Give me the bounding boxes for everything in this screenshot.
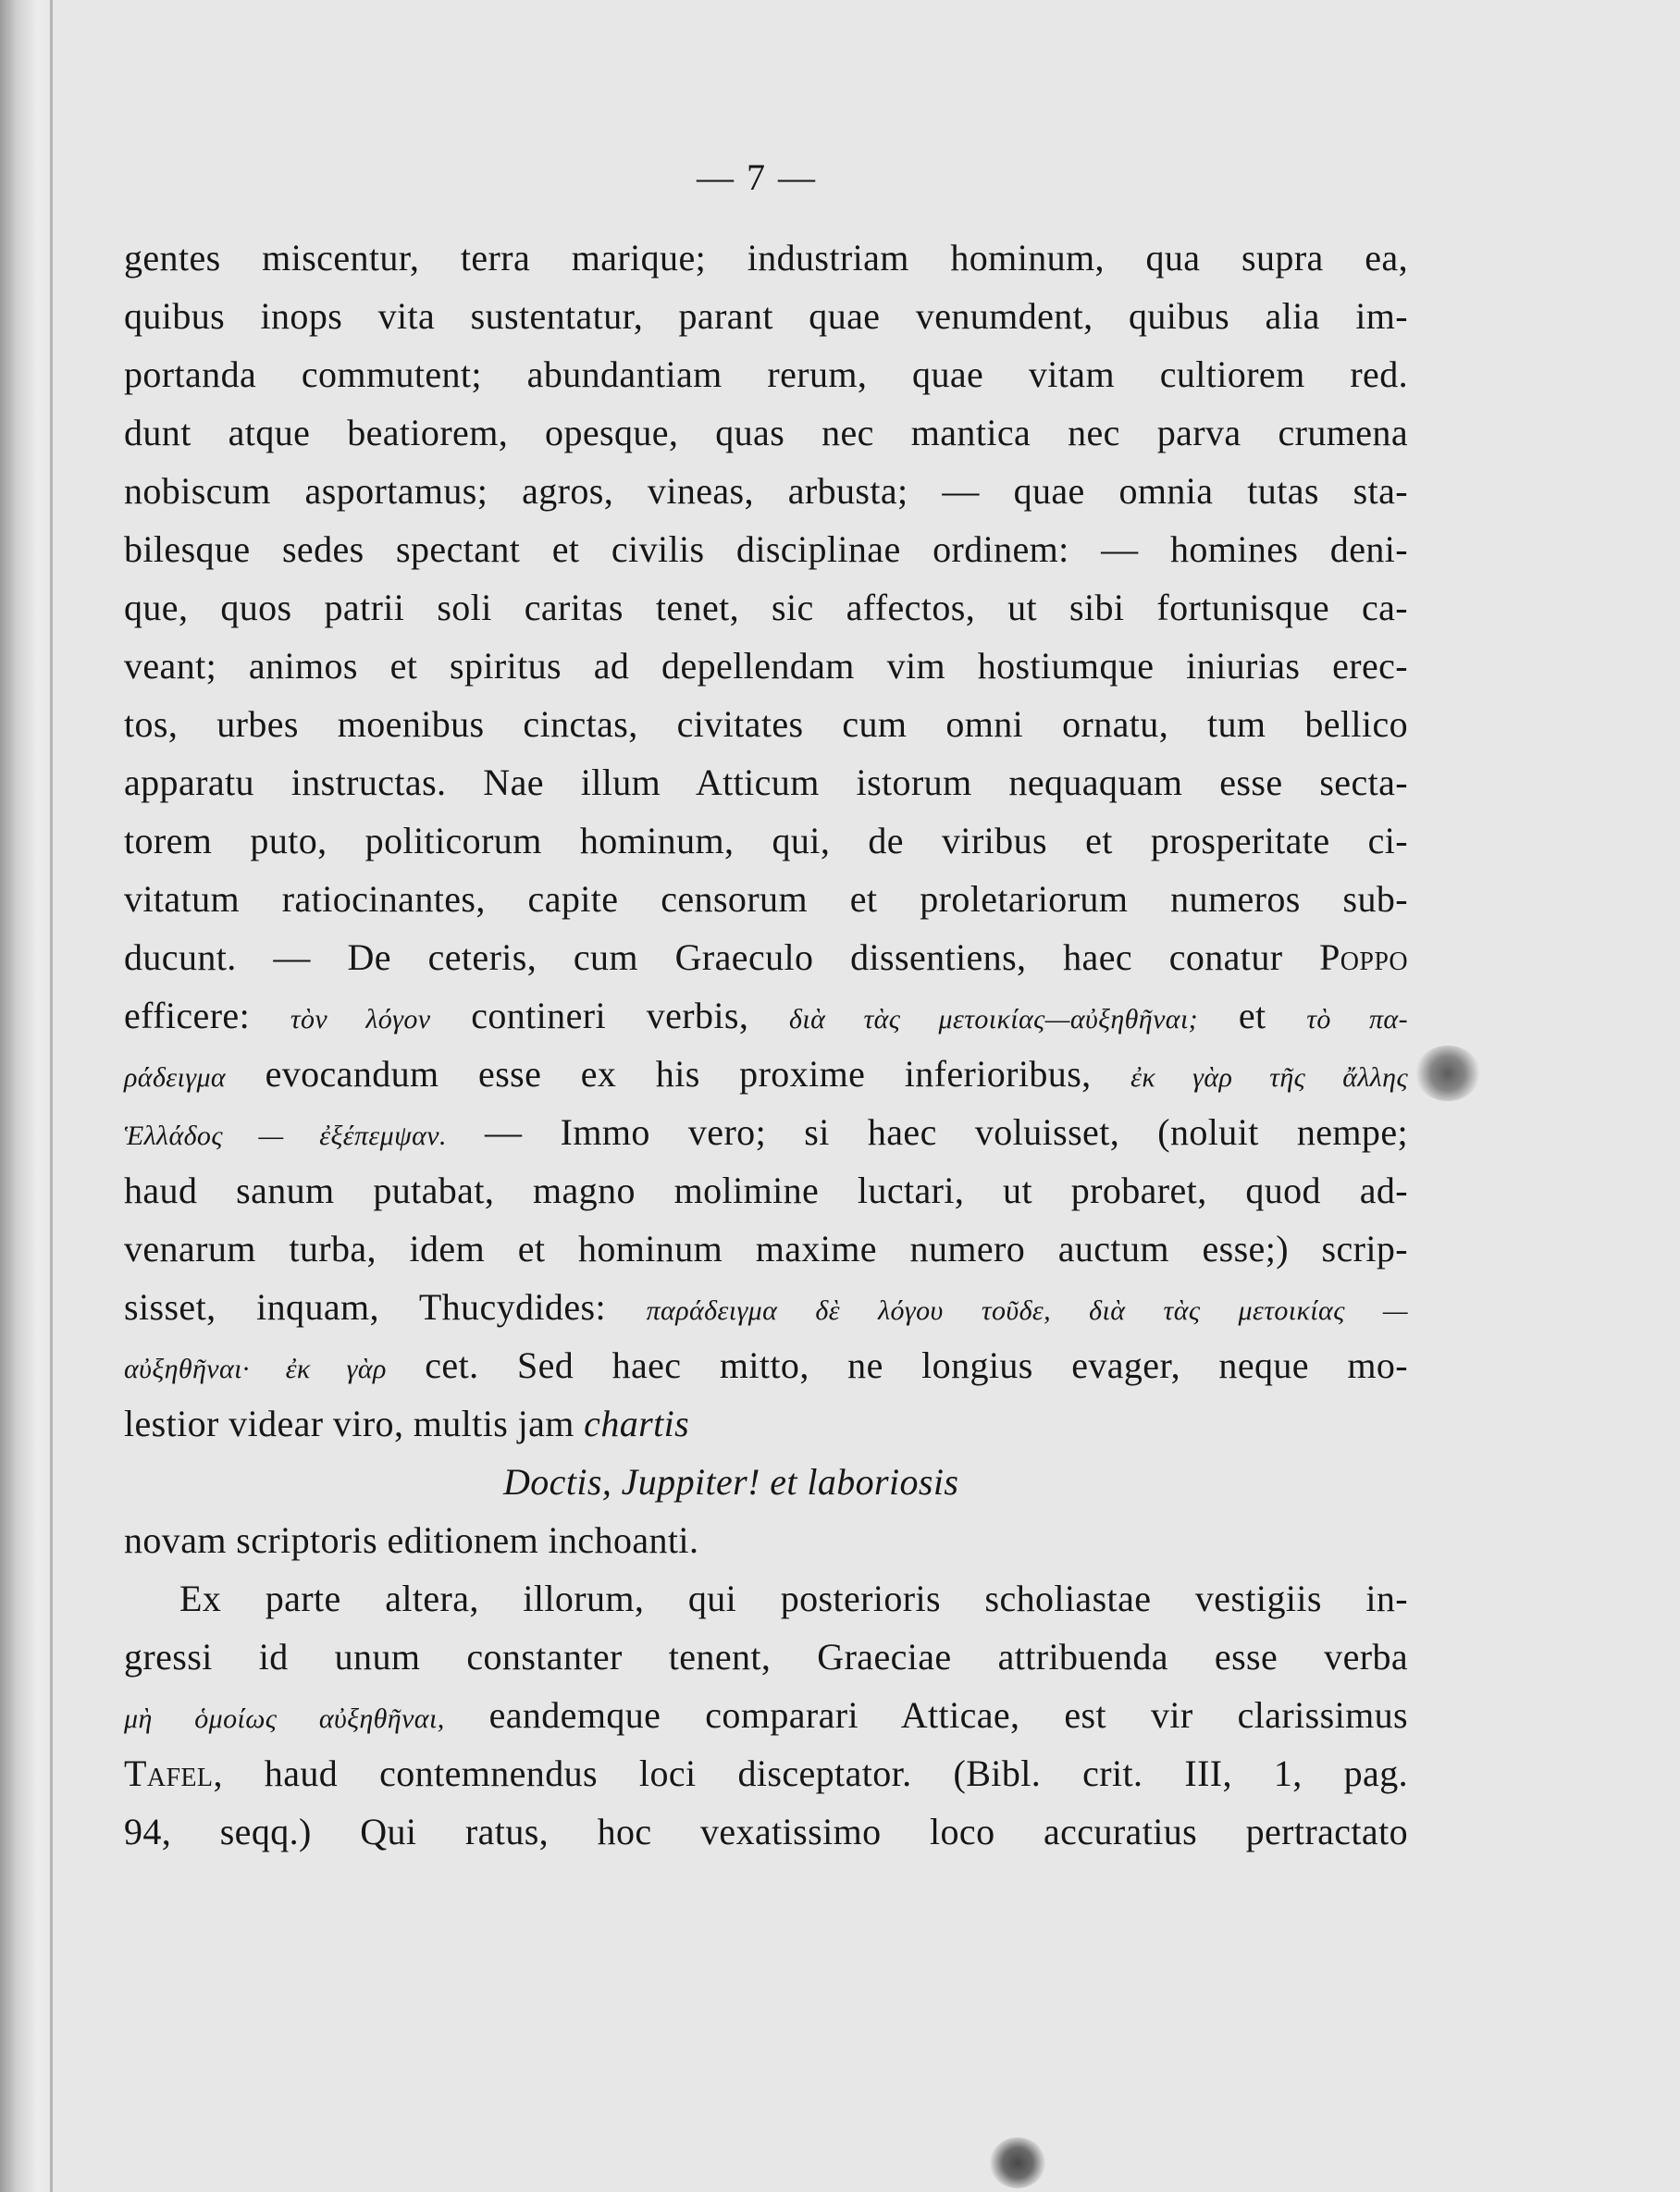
text-line — [124, 1045, 1408, 1103]
italic-word: chartis — [584, 1403, 690, 1444]
text-segment: cet. Sed haec mitto, ne longius evager, neque mo- — [425, 1344, 1408, 1386]
text-line: veant; animos et spiritus ad depellendam vim hostiumque iniurias erec- — [124, 645, 1408, 687]
text-line: vitatum ratiocinantes, capite censorum et proletariorum numeros sub- — [124, 878, 1408, 920]
greek-quote: τὸν λόγον — [290, 1004, 431, 1034]
greek-quote: διὰ τὰς μετοικίας—αὐξηθῆναι; — [788, 1004, 1199, 1034]
greek-quote: αὐξηθῆναι· ἐκ γὰρ — [124, 1354, 387, 1384]
text-segment: efficere: — [124, 995, 251, 1036]
text-line: apparatu instructas. Nae illum Atticum istorum nequaquam esse secta- — [124, 762, 1408, 803]
greek-quote: ἐκ γὰρ τῆς ἄλλης — [1130, 1062, 1409, 1093]
text-segment: ducunt. — De ceteris, cum Graeculo dissentiens, haec conatur — [124, 936, 1283, 978]
text-line: dunt atque beatiorem, opesque, quas nec mantica nec parva crumena — [124, 412, 1408, 453]
greek-quote: ράδειγμα — [124, 1062, 227, 1093]
author-name-poppo: Poppo — [1319, 936, 1408, 978]
text-line: quibus inops vita sustentatur, parant quae venumdent, quibus alia im- — [124, 295, 1408, 337]
text-line: nobiscum asportamus; agros, vineas, arbusta; — quae omnia tutas sta- — [124, 470, 1408, 512]
ink-smudge — [1415, 1046, 1480, 1101]
text-segment: — Immo vero; si haec voluisset, (noluit nempe; — [485, 1111, 1409, 1153]
text-line — [124, 1744, 1408, 1802]
greek-quote: παράδειγμα δὲ λόγου τοῦδε, διὰ τὰς μετοικίας — — [646, 1295, 1408, 1326]
binding-gutter — [0, 0, 57, 2192]
greek-quote: Ἑλλάδος — ἐξέπεμψαν. — [124, 1121, 447, 1151]
text-line — [124, 1686, 1408, 1744]
text-line: tos, urbes moenibus cinctas, civitates cum omni ornatu, tum bellico — [124, 703, 1408, 745]
paragraph-start: Ex parte altera, illorum, qui posterioris scholiastae vestigiis in- — [179, 1578, 1408, 1619]
text-segment: evocandum esse ex his proxime inferioribus, — [265, 1053, 1092, 1095]
text-line — [124, 1394, 1408, 1453]
body-text — [124, 229, 1408, 1861]
ink-blot — [990, 2137, 1045, 2188]
text-line: gentes miscentur, terra marique; industriam hominum, qua supra ea, — [124, 237, 1408, 279]
text-line — [124, 986, 1408, 1045]
text-line: venarum turba, idem et hominum maxime numero auctum esse;) scrip- — [124, 1228, 1408, 1269]
text-segment: contineri verbis, — [471, 995, 749, 1036]
text-segment: , haud contemnendus loci disceptator. (Bibl. crit. III, 1, pag. — [213, 1752, 1408, 1794]
text-line: bilesque sedes spectant et civilis disciplinae ordinem: — homines deni- — [124, 528, 1408, 570]
binding-edge — [50, 0, 53, 2192]
text-line — [124, 1278, 1408, 1336]
text-line: haud sanum putabat, magno molimine luctari, ut probaret, quod ad- — [124, 1170, 1408, 1211]
text-line — [124, 1336, 1408, 1394]
text-segment: lestior videar viro, multis jam — [124, 1403, 574, 1444]
text-segment: eandemque comparari Atticae, est vir clarissimus — [488, 1694, 1408, 1736]
text-line: novam scriptoris editionem inchoanti. — [124, 1519, 699, 1561]
text-segment: et — [1238, 995, 1266, 1036]
author-name-tafel: Tafel — [124, 1752, 214, 1794]
text-line: torem puto, politicorum hominum, qui, de viribus et prosperitate ci- — [124, 820, 1408, 861]
page-number: — 7 — — [697, 156, 817, 198]
text-line: 94, seqq.) Qui ratus, hoc vexatissimo loco accuratius pertractato — [124, 1811, 1408, 1852]
greek-quote: τὸ πα- — [1306, 1004, 1408, 1034]
text-segment: sisset, inquam, Thucydides: — [124, 1286, 606, 1328]
text-line: portanda commutent; abundantiam rerum, quae vitam cultiorem red. — [124, 353, 1408, 395]
text-line — [124, 928, 1408, 986]
verse-quote: Doctis, Juppiter! et laboriosis — [503, 1461, 959, 1503]
greek-quote: μὴ ὁμοίως αὐξηθῆναι, — [124, 1703, 445, 1734]
text-line — [124, 1103, 1408, 1161]
text-line: gressi id unum constanter tenent, Graeciae attribuenda esse verba — [124, 1636, 1408, 1678]
text-line: que, quos patrii soli caritas tenet, sic affectos, ut sibi fortunisque ca- — [124, 587, 1408, 628]
